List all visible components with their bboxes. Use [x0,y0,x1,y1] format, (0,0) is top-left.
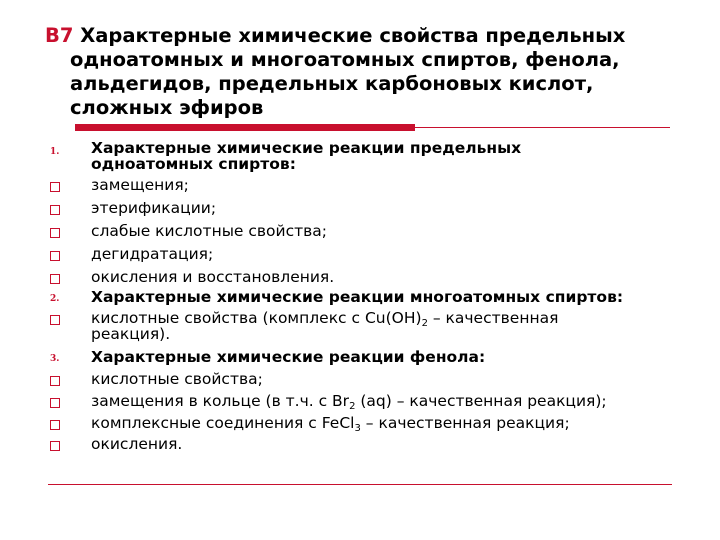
checkbox-bullet-icon [50,376,60,386]
footer-divider [48,484,672,485]
item-text [91,310,716,327]
item-text [91,415,716,432]
item-text-b: – качественная реакция; [360,414,570,432]
item-text-a: замещения в кольце (в т.ч. с Br [91,392,350,410]
slide-title [45,24,685,120]
checkbox-bullet-icon [50,398,60,408]
item-text-line-2: реакция). [91,325,171,343]
checkbox-bullet-icon [50,274,60,284]
item-text-a: кислотные свойства (комплекс с Cu(OH) [91,309,422,327]
item-text-b: – качественная [427,309,559,327]
title-code: B7 [45,24,74,47]
item-number: 1. [50,147,60,157]
item-heading: Характерные химические реакции фенола: [91,348,486,366]
title-text-1: Характерные химические свойства предельных [80,24,626,47]
checkbox-bullet-icon [50,251,60,261]
title-line-1 [45,24,685,48]
checkbox-bullet-icon [50,315,60,325]
item-number: 3. [50,354,60,364]
title-line-3: альдегидов, предельных карбоновых кислот, [70,72,594,95]
item-text-b: (aq) – качественная реакция); [355,392,607,410]
checkbox-bullet-icon [50,182,60,192]
item-heading: Характерные химические реакции многоатомных спиртов: [91,288,624,306]
item-text: дегидратация; [91,245,214,263]
title-underline-thin [415,127,670,128]
item-text-a: комплексные соединения с FeCl [91,414,355,432]
item-text: кислотные свойства; [91,370,263,388]
item-heading-line-1: Характерные химические реакции предельных [91,139,522,157]
checkbox-bullet-icon [50,205,60,215]
checkbox-bullet-icon [50,228,60,238]
checkbox-bullet-icon [50,441,60,451]
title-line-4: сложных эфиров [70,96,264,119]
item-text [91,393,716,410]
item-text: слабые кислотные свойства; [91,222,328,240]
item-subscript: 2 [421,318,428,329]
item-text: окисления. [91,435,183,453]
item-text: этерификации; [91,199,217,217]
item-subscript: 2 [349,401,356,412]
title-underline-thick [75,124,415,131]
item-subscript: 3 [354,423,361,434]
item-text: окисления и восстановления. [91,268,335,286]
item-number: 2. [50,294,60,304]
title-line-2: одноатомных и многоатомных спиртов, фенола, [70,48,620,71]
item-heading-line-2: одноатомных спиртов: [91,155,296,173]
item-text: замещения; [91,176,189,194]
checkbox-bullet-icon [50,420,60,430]
